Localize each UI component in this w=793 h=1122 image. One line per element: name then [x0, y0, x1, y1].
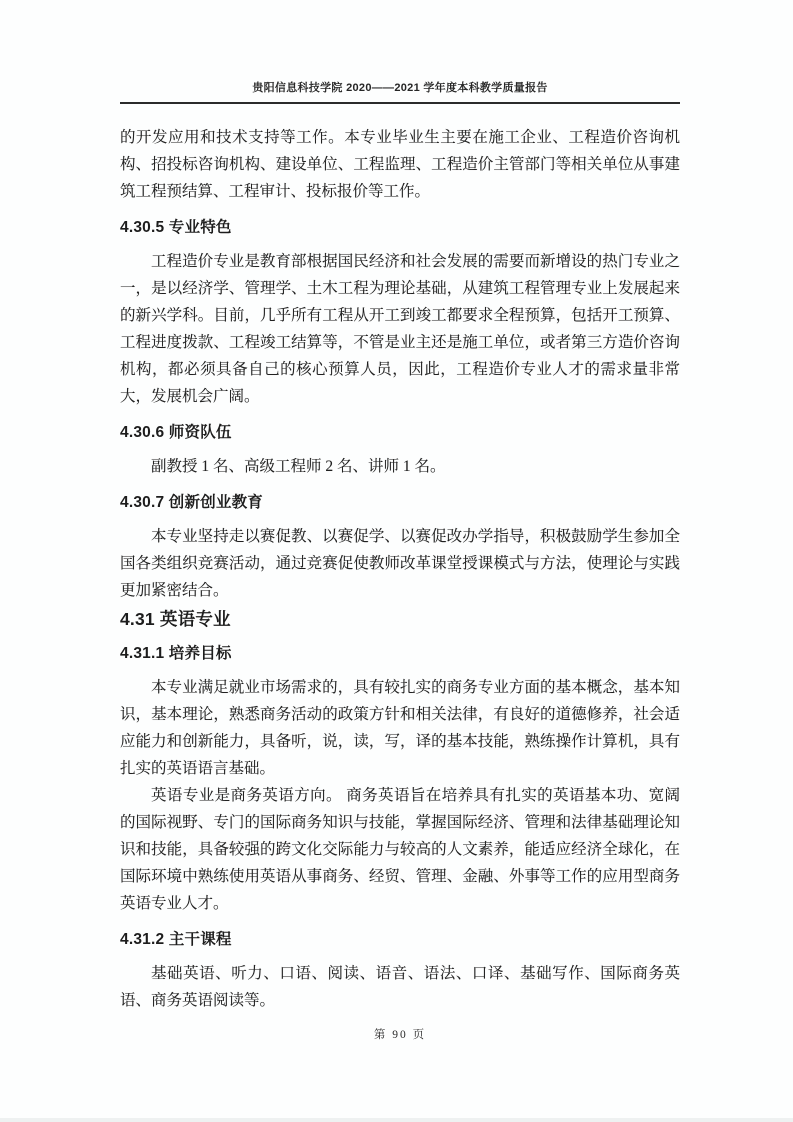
paragraph-training-objective-1: 本专业满足就业市场需求的，具有较扎实的商务专业方面的基本概念，基本知识，基本理论，熟悉商务活动的政策方针和相关法律，有良好的道德修养，社会适应能力和创新能力，具备听，说，读，写，译的基本技能，熟练操作计算机，具有扎实的英语语言基础。 [120, 679, 680, 777]
section-heading-4-30-7: 4.30.7 创新创业教育 [120, 494, 264, 511]
page-content [120, 124, 680, 1014]
paragraph-major-features: 工程造价专业是教育部根据国民经济和社会发展的需要而新增设的热门专业之一，是以经济学、管理学、土木工程为理论基础，从建筑工程管理专业上发展起来的新兴学科。目前，几乎所有工程从开工到竣工都要求全程预算，包括开工预算、工程进度拨款、工程竣工结算等，不管是业主还是施工单位，或者第三方造价咨询机构，都必须具备自己的核心预算人员，因此，工程造价专业人才的需求量非常大，发展机会广阔。 [120, 253, 680, 405]
paragraph-innovation-education: 本专业坚持走以赛促教、以赛促学、以赛促改办学指导，积极鼓励学生参加全国各类组织竞赛活动，通过竞赛促使教师改革课堂授课模式与方法，使理论与实践更加紧密结合。 [120, 528, 680, 599]
section-heading-4-31-2: 4.31.2 主干课程 [120, 931, 232, 948]
paragraph-training-objective-2: 英语专业是商务英语方向。 商务英语旨在培养具有扎实的英语基本功、宽阔的国际视野、专门的国际商务知识与技能，掌握国际经济、管理和法律基础理论知识和技能，具备较强的跨文化交际能力与较高的人文素养，能适应经济全球化，在国际环境中熟练使用英语从事商务、经贸、管理、金融、外事等工作的应用型商务英语专业人才。 [120, 787, 680, 912]
section-heading-4-31: 4.31 英语专业 [120, 609, 231, 629]
section-heading-4-30-6: 4.30.6 师资队伍 [120, 424, 232, 441]
page-number: 第 90 页 [373, 1029, 427, 1041]
section-heading-4-31-1: 4.31.1 培养目标 [120, 645, 232, 662]
running-header-title: 贵阳信息科技学院 2020——2021 学年度本科教学质量报告 [252, 82, 548, 94]
section-heading-4-30-5: 4.30.5 专业特色 [120, 219, 232, 236]
paragraph-faculty: 副教授 1 名、高级工程师 2 名、讲师 1 名。 [151, 458, 446, 475]
paragraph-main-courses: 基础英语、听力、口语、阅读、语音、语法、口译、基础写作、国际商务英语、商务英语阅读等。 [120, 965, 680, 1009]
page-header [120, 79, 680, 104]
page-footer [120, 1026, 680, 1044]
paragraph-continuation: 的开发应用和技术支持等工作。本专业毕业生主要在施工企业、工程造价咨询机构、招投标咨询机构、建设单位、工程监理、工程造价主管部门等相关单位从事建筑工程预结算、工程审计、投标报价等工作。 [120, 129, 680, 200]
